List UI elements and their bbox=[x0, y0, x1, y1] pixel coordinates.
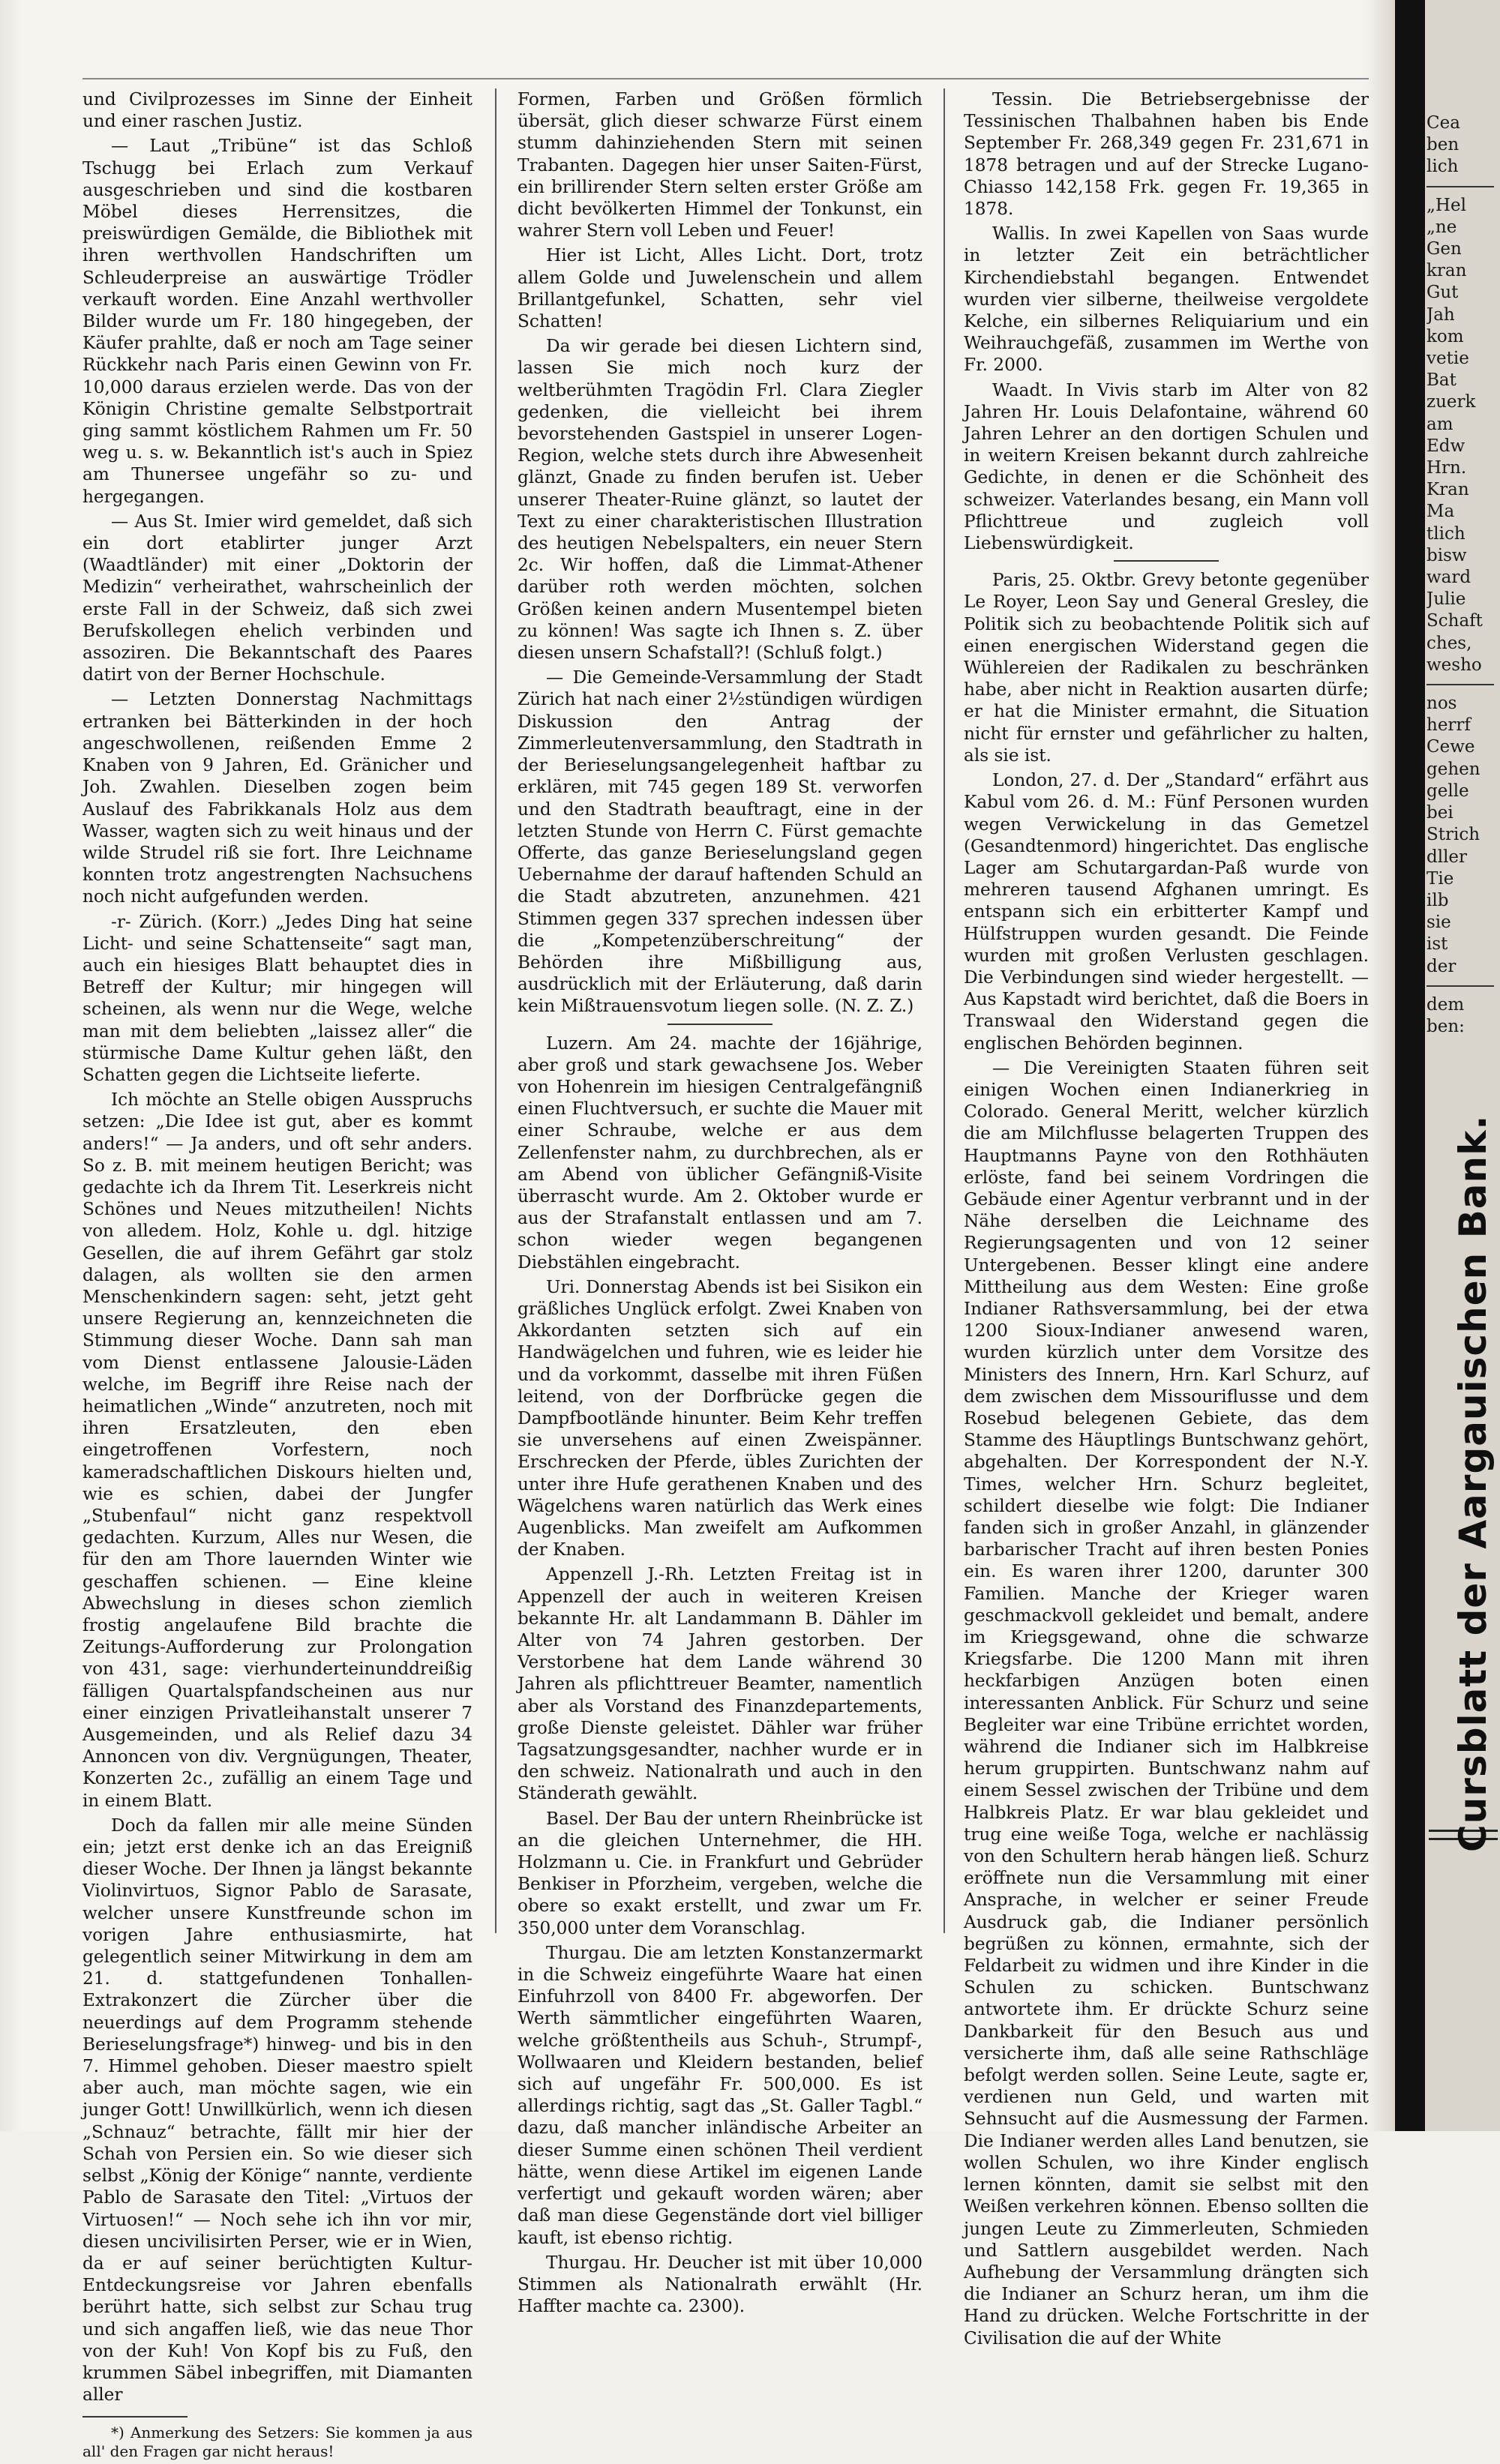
edge-text-fragment: Cewe bbox=[1426, 737, 1475, 757]
article-paragraph: London, 27. d. Der „Standard“ erfährt aus Kabul vom 26. d. M.: Fünf Personen wurden wegen Verwickelung in das Gemetzel (Gesandtenmord) hingerichtet. Das englische Lager am Schutargardan-Paß wurde von mehreren tausend Afghanen umringt. Es entspann sich ein erbitterter Kampf und Hülfstruppen wurden gesandt. Die Feinde wurden mit großen Verlusten geschlagen. Die Verbindungen sind wieder hergestellt. — Aus Kapstadt wird berichtet, daß die Boers in Transwaal den Widerstand gegen die englischen Behörden beginnen. bbox=[964, 770, 1369, 1054]
edge-text-fragment: am bbox=[1426, 414, 1454, 434]
edge-separator bbox=[1426, 684, 1494, 685]
edge-text-fragment: Gut bbox=[1426, 283, 1459, 303]
article-paragraph: — Aus St. Imier wird gemeldet, daß sich ein dort etablirter junger Arzt (Waadtländer) mit einer „Doktorin der Medizin“ verheirathet, wahrscheinlich der erste Fall in der Schweiz, daß sich zwei Berufskollegen ehelich verbinden und assoziren. Die Bekanntschaft des Paares datirt von der Berner Hochschule. bbox=[82, 511, 472, 685]
edge-text-fragment: gelle bbox=[1426, 781, 1469, 801]
article-paragraph: — Laut „Tribüne“ ist das Schloß Tschugg bei Erlach zum Verkauf ausgeschrieben und sind die kostbaren Möbel dieses Herrensitzes, die preiswürdigen Gemälde, die Bibliothek mit ihren werthvollen Handschriften um Schleuderpreise an auswärtige Trödler verkauft worden. Eine Anzahl werthvoller Bilder wurde um Fr. 180 hingegeben, der Käufer prahlte, daß er noch am Tage seiner Rückkehr nach Paris einen Gewinn von Fr. 10,000 daraus erzielen werde. Das von der Königin Christine gemalte Selbstportrait ging sammt köstlichem Rahmen um Fr. 50 weg u. s. w. Bekanntlich ist's auch in Spiez am Thunersee ungefähr so zu- und hergegangen. bbox=[82, 136, 472, 507]
bank-banner-title: Cursblatt der Aargauischen Bank. bbox=[1451, 1114, 1495, 1852]
edge-text-fragment: Hrn. bbox=[1426, 458, 1467, 478]
article-paragraph: Da wir gerade bei diesen Lichtern sind, lassen Sie mich noch kurz der weltberühmten Tragödin Frl. Clara Ziegler gedenken, die vielleicht bei ihrem bevorstehenden Gastspiel in unserer Logen-Region, welche stets durch ihre Abwesenheit glänzt, Gnade zu finden berufen ist. Ueber unserer Theater-Ruine glänzt, so lautet der Text zu einer charakteristischen Illustration des heutigen Nebelspalters, ein neuer Stern 2c. Wir hoffen, daß die Limmat-Athener darüber roth werden möchten, solchen Größen keinen andern Musentempel bieten zu können! Was sagte ich Ihnen s. Z. über diesen unsern Schafstall?! (Schluß folgt.) bbox=[518, 336, 922, 664]
article-paragraph: Hier ist Licht, Alles Licht. Dort, trotz allem Golde und Juwelenschein und allem Brillantgefunkel, Schatten, sehr viel Schatten! bbox=[518, 245, 922, 332]
article-paragraph: Ich möchte an Stelle obigen Ausspruchs setzen: „Die Idee ist gut, aber es kommt anders!“ — Ja anders, und oft sehr anders. So z. B. mit meinem heutigen Bericht; was gedachte ich da Ihrem Tit. Leserkreis nicht Schönes und Neues mitzutheilen! Nichts von alledem. Holz, Kohle u. dgl. hitzige Gesellen, die auf ihrem Gefährt gar stolz dalagen, als wollten sie den armen Menschenkindern sagen: seht, jetzt geht unsere Regierung an, kennzeichneten die Stimmung dieser Woche. Dann sah man vom Dienst entlassene Jalousie-Läden welche, im Begriff ihre Reise nach der heimatlichen „Winde“ anzutreten, noch mit ihren Ersatzleuten, den eben eingetroffenen Vorfestern, noch kameradschaftlichen Diskours hielten und, wie es schien, dabei der Jungfer „Stubenfaul“ nicht ganz respektvoll gedachten. Kurzum, Alles nur Wesen, die für den am Thore lauernden Winter wie geschaffen schienen. — Eine kleine Abwechslung in dieses schon ziemlich frostig angelaufene Bild brachte die Zeitungs-Aufforderung zur Prolongation von 431, sage: vierhunderteinunddreißig fälligen Quartalspfandscheinen aus nur einer einzigen Privatleihanstalt unserer 7 Ausgemeinden, und als Relief dazu 34 Annoncen von div. Vergnügungen, Theater, Konzerten 2c., zufällig an einem Tage und in einem Blatt. bbox=[82, 1090, 472, 1811]
column-divider bbox=[944, 88, 945, 1933]
article-paragraph: -r- Zürich. (Korr.) „Jedes Ding hat seine Licht- und seine Schattenseite“ sagt man, auch ein hiesiges Blatt behauptet dies in Betreff der Kultur; mir hingegen will scheinen, als wenn nur die Wege, welche man mit dem beliebten „laissez aller“ die stürmische Dame Kultur gehen läßt, den Schatten gegen die Lichtseite lieferte. bbox=[82, 911, 472, 1085]
article-paragraph: Appenzell J.-Rh. Letzten Freitag ist in Appenzell der auch in weiteren Kreisen bekannte Hr. alt Landammann B. Dähler im Alter von 74 Jahren gestorben. Der Verstorbene hat dem Lande während 30 Jahren als pflichttreuer Beamter, namentlich aber als Vorstand des Finanzdepartements, große Dienste geleistet. Dähler war früher Tagsatzungsgesandter, nachher wurde er in den schweiz. Nationalrath und auch in den Ständerath gewählt. bbox=[518, 1564, 922, 1804]
article-separator bbox=[1114, 560, 1219, 562]
edge-text-fragment: ward bbox=[1426, 568, 1472, 588]
article-paragraph: — Letzten Donnerstag Nachmittags ertranken bei Bätterkinden in der hoch angeschwollenen, reißenden Emme 2 Knaben von 9 Jahren, Ed. Gränicher und Joh. Zwahlen. Dieselben zogen beim Auslauf des Fabrikkanals Holz aus dem Wasser, wagten sich zu weit hinaus und der wilde Strudel riß sie fort. Ihre Leichname konnten trotz angestrengten Nachsuchens noch nicht aufgefunden werden. bbox=[82, 689, 472, 907]
edge-text-fragment: dem bbox=[1426, 994, 1465, 1015]
edge-text-fragment: Bat bbox=[1426, 370, 1456, 391]
article-paragraph: Thurgau. Hr. Deucher ist mit über 10,000 Stimmen als Nationalrath erwählt (Hr. Haffter machte ca. 2300). bbox=[518, 2252, 922, 2317]
article-paragraph: Tessin. Die Betriebsergebnisse der Tessinischen Thalbahnen haben bis Ende September Fr. 268,349 gegen Fr. 231,671 in 1878 betragen und auf der Strecke Lugano-Chiasso 142,158 Frk. gegen Fr. 19,365 in 1878. bbox=[964, 89, 1369, 220]
text-column-3 bbox=[964, 88, 1369, 2352]
edge-text-fragment: ben: bbox=[1426, 1016, 1465, 1036]
article-paragraph: — Die Vereinigten Staaten führen seit einigen Wochen einen Indianerkrieg in Colorado. General Meritt, welcher kürzlich die am Milchflusse belagerten Truppen des Hauptmanns Payne von den Rothhäuten erlöste, fand bei seinem Vordringen die Gebäude einer Agentur verbrannt und in der Nähe derselben die Leichname des Regierungsagenten und von 12 seiner Untergebenen. Besser klingt eine andere Mittheilung aus dem Westen: Eine große Indianer Rathsversammlung, bei der etwa 1200 Sioux-Indianer anwesend waren, wurden kürzlich unter dem Vorsitze des Ministers des Innern, Hrn. Karl Schurz, auf dem zwischen dem Missouriflusse und dem Rosebud belegenen Gebiete, das dem Stamme des Häuptlings Buntschwanz gehört, abgehalten. Der Korrespondent der N.-Y. Times, welcher Hrn. Schurz begleitet, schildert dieselbe wie folgt: Die Indianer fanden sich in großer Anzahl, in glänzender barbarischer Tracht auf ihren besten Ponies ein. Es waren ihrer 1200, darunter 300 Familien. Manche der Krieger waren geschmackvoll gekleidet und bemalt, andere im Kriegsgewand, ohne die schwarze Kriegsfarbe. Die 1200 Mann mit ihren heckfarbigen Anzügen boten einen interessanten Anblick. Für Schurz und seine Begleiter war eine Tribüne errichtet worden, während die Indianer sich im Halbkreise herum gruppirten. Buntschwanz nahm auf einem Sessel zwischen der Tribüne und dem Halbkreis Platz. Er war blau gekleidet und trug eine weiße Toga, welche er nachlässig von den Schultern herab hängen ließ. Schurz eröffnete nun die Versammlung mit einer Ansprache, in welcher er seiner Freude Ausdruck gab, die Indianer persönlich begrüßen zu können, ermahnte, sich der Feldarbeit zu widmen und ihre Kinder in die Schulen zu schicken. Buntschwanz antwortete ihm. Er drückte Schurz seine Dankbarkeit für den Besuch aus und versicherte ihm, daß alle seine Rathschläge befolgt werden sollen. Seine Leute, sagte er, verdienen nun Geld, und warten mit Sehnsucht auf die Ausmessung der Farmen. Die Indianer werden alles Land benutzen, sie wollen Schulen, wo ihre Kinder englisch lernen könnten, damit sie selbst mit den Weißen verkehren können. Ebenso sollten die jungen Leute zu Zimmerleuten, Schmieden und Sattlern ausgebildet werden. Nach Aufhebung der Versammlung drängten sich die Indianer an Schurz heran, um ihm die Hand zu drücken. Welche Fortschritte in der Civilisation die auf der White bbox=[964, 1057, 1369, 2349]
article-paragraph: und Civilprozesses im Sinne der Einheit und einer raschen Justiz. bbox=[82, 89, 472, 132]
article-paragraph: — Die Gemeinde-Versammlung der Stadt Zürich hat nach einer 2½stündigen würdigen Diskussion den Antrag der Zimmerleutenversammlung, den Stadtrath in der Berieselungsangelegenheit haftbar zu erklären, mit 745 gegen 189 St. verworfen und den Stadtrath beauftragt, eine in der letzten Stunde von Herrn C. Fürst gemachte Offerte, das ganze Berieselungsland gegen Uebernahme der darauf haftenden Schuld an die Stadt abzutreten, anzunehmen. 421 Stimmen gegen 337 sprechen indessen über die „Kompetenzüberschreitung“ der Behörden ihre Mißbilligung aus, ausdrücklich mit der Erläuterung, daß darin kein Mißtrauensvotum liegen solle. (N. Z. Z.) bbox=[518, 667, 922, 1017]
edge-text-fragment: herrf bbox=[1426, 715, 1471, 736]
article-separator bbox=[668, 1024, 772, 1025]
page-gutter-shadow bbox=[1395, 0, 1425, 2131]
edge-text-fragment: ben bbox=[1426, 135, 1460, 155]
footnote-rule bbox=[82, 2416, 188, 2418]
edge-text-fragment: Edw bbox=[1426, 436, 1466, 456]
column-divider bbox=[495, 88, 496, 1933]
edge-text-fragment: sie bbox=[1426, 913, 1451, 933]
article-paragraph: Thurgau. Die am letzten Konstanzermarkt in die Schweiz eingeführte Waare hat einen Einfuhrzoll von 8400 Fr. abgeworfen. Der Werth sämmtlicher eingeführten Waaren, welche größtentheils aus Schuh-, Strumpf-, Wollwaaren und Kleidern bestanden, belief sich auf ungefähr Fr. 500,000. Es ist allerdings richtig, sagt das „St. Galler Tagbl.“ dazu, daß mancher inländische Arbeiter an dieser Summe einen schönen Theil verdient hätte, wenn diese Artikel im eigenen Lande verfertigt und gekauft worden wären; aber daß man diese Gegenstände dort viel billiger kauft, ist ebenso richtig. bbox=[518, 1942, 922, 2248]
edge-text-fragment: ilb bbox=[1426, 890, 1449, 910]
edge-separator bbox=[1426, 985, 1494, 987]
edge-text-fragment: Gen bbox=[1426, 239, 1462, 259]
article-paragraph: Uri. Donnerstag Abends ist bei Sisikon ein gräßliches Unglück erfolgt. Zwei Knaben von Akkordanten setzten sich auf ein Handwägelchen und fuhren, wie es leider hie und da vorkommt, dasselbe mit ihren Füßen leitend, von der Dorfbrücke gegen die Dampfbootlände hinunter. Beim Kehr treffen sie unversehens auf einen Zweispänner. Erschrecken der Pferde, übles Zurichten der unter ihre Hufe gerathenen Knaben und des Wägelchens waren natürlich das Werk eines Augenblicks. Man zweifelt am Aufkommen der Knaben. bbox=[518, 1276, 922, 1560]
edge-text-fragment: vetie bbox=[1426, 349, 1469, 369]
article-paragraph: Waadt. In Vivis starb im Alter von 82 Jahren Hr. Louis Delafontaine, während 60 Jahren Lehrer an den dortigen Schulen und in weitern Kreisen bekannt durch zahlreiche Gedichte, in denen er die Schönheit des schweizer. Vaterlandes besang, ein Mann voll Pflichttreue und zugleich voll Liebenswürdigkeit. bbox=[964, 379, 1369, 554]
article-paragraph: Paris, 25. Oktbr. Grevy betonte gegenüber Le Royer, Leon Say und General Gresley, die Politik sich zu beobachtende Politik sich auf einen energischen Widerstand gegen die Wühlereien der Radikalen zu beschränken habe, aber nicht in Reaktion ausarten dürfe; er hat die Minister ermahnt, die Situation nicht für ernster und gefährlicher zu halten, als sie ist. bbox=[964, 570, 1369, 766]
edge-text-fragment: nos bbox=[1426, 694, 1457, 714]
edge-separator bbox=[1426, 186, 1494, 187]
article-paragraph: Luzern. Am 24. machte der 16jährige, aber groß und stark gewachsene Jos. Weber von Hohenrein im hiesigen Centralgefängniß einen Fluchtversuch, er suchte die Mauer mit einer Schraube, welche er aus dem Zellenfenster nahm, zu durchbrechen, als er am Abend von üblicher Gefängniß-Visite überrascht wurde. Am 2. Oktober wurde er aus der Strafanstalt entlassen und am 7. schon wieder wegen begangenen Diebstählen eingebracht. bbox=[518, 1033, 922, 1272]
edge-text-fragment: gehen bbox=[1426, 759, 1480, 779]
edge-text-fragment: Kran bbox=[1426, 480, 1469, 500]
edge-text-fragment: Jah bbox=[1426, 304, 1455, 325]
edge-text-fragment: kran bbox=[1426, 261, 1467, 281]
edge-text-fragment: bisw bbox=[1426, 545, 1467, 565]
article-paragraph: Wallis. In zwei Kapellen von Saas wurde in letzter Zeit ein beträchtlicher Kirchendiebstahl begangen. Entwendet wurden vier silberne, theilweise vergoldete Kelche, ein silbernes Reliquiarium und ein Weihrauchgefäß, zusammen im Werthe von Fr. 2000. bbox=[964, 223, 1369, 376]
edge-text-fragment: lich bbox=[1426, 157, 1459, 177]
article-paragraph: Formen, Farben und Größen förmlich übersät, glich dieser schwarze Fürst einem stumm dahinziehenden Stern mit seinen Trabanten. Dagegen hier unser Saiten-Fürst, ein brillirender Stern selten erster Größe am dicht bevölkerten Himmel der Tonkunst, ein wahrer Stern voll Leben und Feuer! bbox=[518, 89, 922, 241]
edge-text-fragment: Schaft bbox=[1426, 611, 1483, 631]
edge-text-fragment: Julie bbox=[1426, 589, 1466, 610]
header-rule bbox=[82, 78, 1369, 79]
edge-text-fragment: kom bbox=[1426, 326, 1464, 346]
edge-text-fragment: „ne bbox=[1426, 217, 1457, 237]
edge-text-fragment: dller bbox=[1426, 847, 1468, 867]
edge-text-fragment: Cea bbox=[1426, 113, 1460, 133]
edge-text-fragment: Ma bbox=[1426, 502, 1455, 522]
edge-text-fragment: wesho bbox=[1426, 655, 1482, 675]
text-column-1 bbox=[82, 88, 472, 2464]
edge-text-fragment: ches, bbox=[1426, 633, 1472, 653]
edge-text-fragment: tlich bbox=[1426, 523, 1466, 544]
footnote: *) Anmerkung des Setzers: Sie kommen ja aus all' den Fragen gar nicht heraus! bbox=[82, 2424, 472, 2461]
edge-text-fragment: ist bbox=[1426, 934, 1448, 955]
edge-text-fragment: Strich bbox=[1426, 825, 1480, 845]
edge-text-fragment: bei bbox=[1426, 803, 1454, 823]
text-column-2 bbox=[518, 88, 922, 2320]
article-paragraph: Doch da fallen mir alle meine Sünden ein; jetzt erst denke ich an das Ereigniß dieser Woche. Der Ihnen ja längst bekannte Violinvirtuos, Signor Pablo de Sarasate, welcher unsere Kunstfreunde schon im vorigen Jahre enthusiasmirte, hat gelegentlich seiner Mitwirkung in dem am 21. d. stattgefundenen Tonhallen-Extrakonzert die Zürcher über die neuerdings auf dem Programm stehende Berieselungsfrage*) hinweg- und bis in den 7. Himmel gehoben. Dieser maestro spielt aber auch, man möchte sagen, wie ein junger Gott! Unwillkürlich, wenn ich diesen „Schnauz“ betrachte, fällt mir hier der Schah von Persien ein. So wie dieser sich selbst „König der Könige“ nannte, verdiente Pablo de Sarasate den Titel: „Virtuos der Virtuosen!“ — Noch sehe ich ihn vor mir, diesen uncivilisirten Perser, wie er in Wien, da er auf seiner berüchtigten Kultur-Entdeckungsreise vor Jahren ebenfalls berührt hatte, sich selbst zur Schau trug und sich angaffen ließ, wie das neue Thor von der Kuh! Von Kopf bis zu Fuß, den krummen Säbel inbegriffen, mit Diamanten aller bbox=[82, 1815, 472, 2406]
article-paragraph: Basel. Der Bau der untern Rheinbrücke ist an die gleichen Unternehmer, die HH. Holzmann u. Cie. in Frankfurt und Gebrüder Benkiser in Pforzheim, vergeben, welche die obere so exakt erstellt, und zwar um Fr. 350,000 unter dem Voranschlag. bbox=[518, 1808, 922, 1938]
edge-text-fragment: der bbox=[1426, 956, 1456, 976]
edge-text-fragment: Tie bbox=[1426, 868, 1454, 889]
edge-text-fragment: „Hel bbox=[1426, 195, 1466, 215]
edge-text-fragment: zuerk bbox=[1426, 392, 1476, 412]
